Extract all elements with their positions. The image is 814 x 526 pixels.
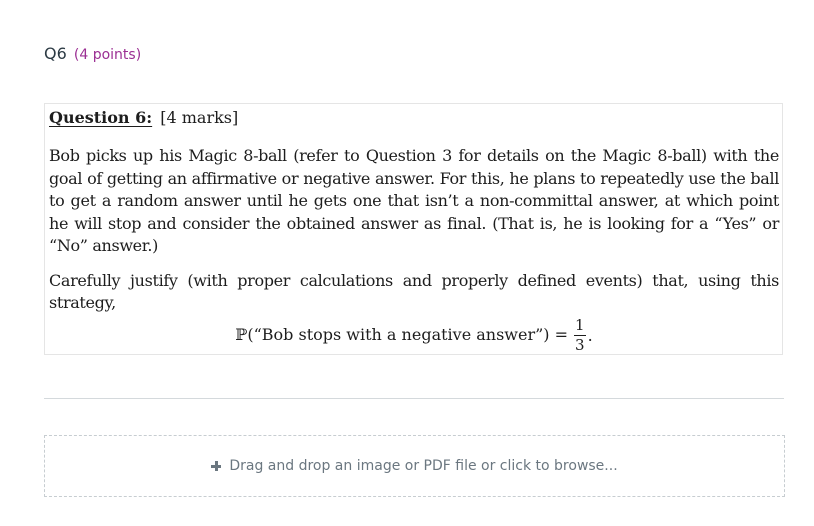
formula-lhs: ℙ(“Bob stops with a negative answer”) = (235, 325, 569, 344)
question-title: Question 6: (49, 108, 153, 127)
question-header (44, 44, 141, 65)
question-content-box (44, 103, 783, 355)
fraction (573, 317, 587, 354)
fraction-denominator: 3 (575, 335, 585, 354)
question-paragraph-1: Bob picks up his Magic 8-ball (refer to Question 3 for details on the Magic 8-ball) with the goal of getting an affirmative or negative answer. For this, he plans to repeatedly use the ball to get a random answer until he gets one that isn’t a non-committal answer, at which point he will stop and consider the obtained answer as final. (That is, he is looking for a “Yes” or “No” answer.) (49, 146, 779, 255)
question-title-line (49, 107, 779, 129)
formula-period: . (587, 325, 593, 345)
question-paragraph-2: Carefully justify (with proper calculations and properly defined events) that, using this strategy, (49, 270, 779, 312)
question-marks: [4 marks] (160, 108, 239, 127)
fraction-numerator: 1 (575, 315, 585, 334)
probability-formula (49, 317, 779, 354)
question-number: Q6 (44, 44, 67, 63)
question-points: (4 points) (73, 47, 142, 63)
section-divider (44, 398, 784, 399)
upload-label: Drag and drop an image or PDF file or click to browse... (229, 458, 618, 474)
plus-icon (211, 461, 221, 471)
file-upload-dropzone[interactable] (44, 435, 785, 497)
